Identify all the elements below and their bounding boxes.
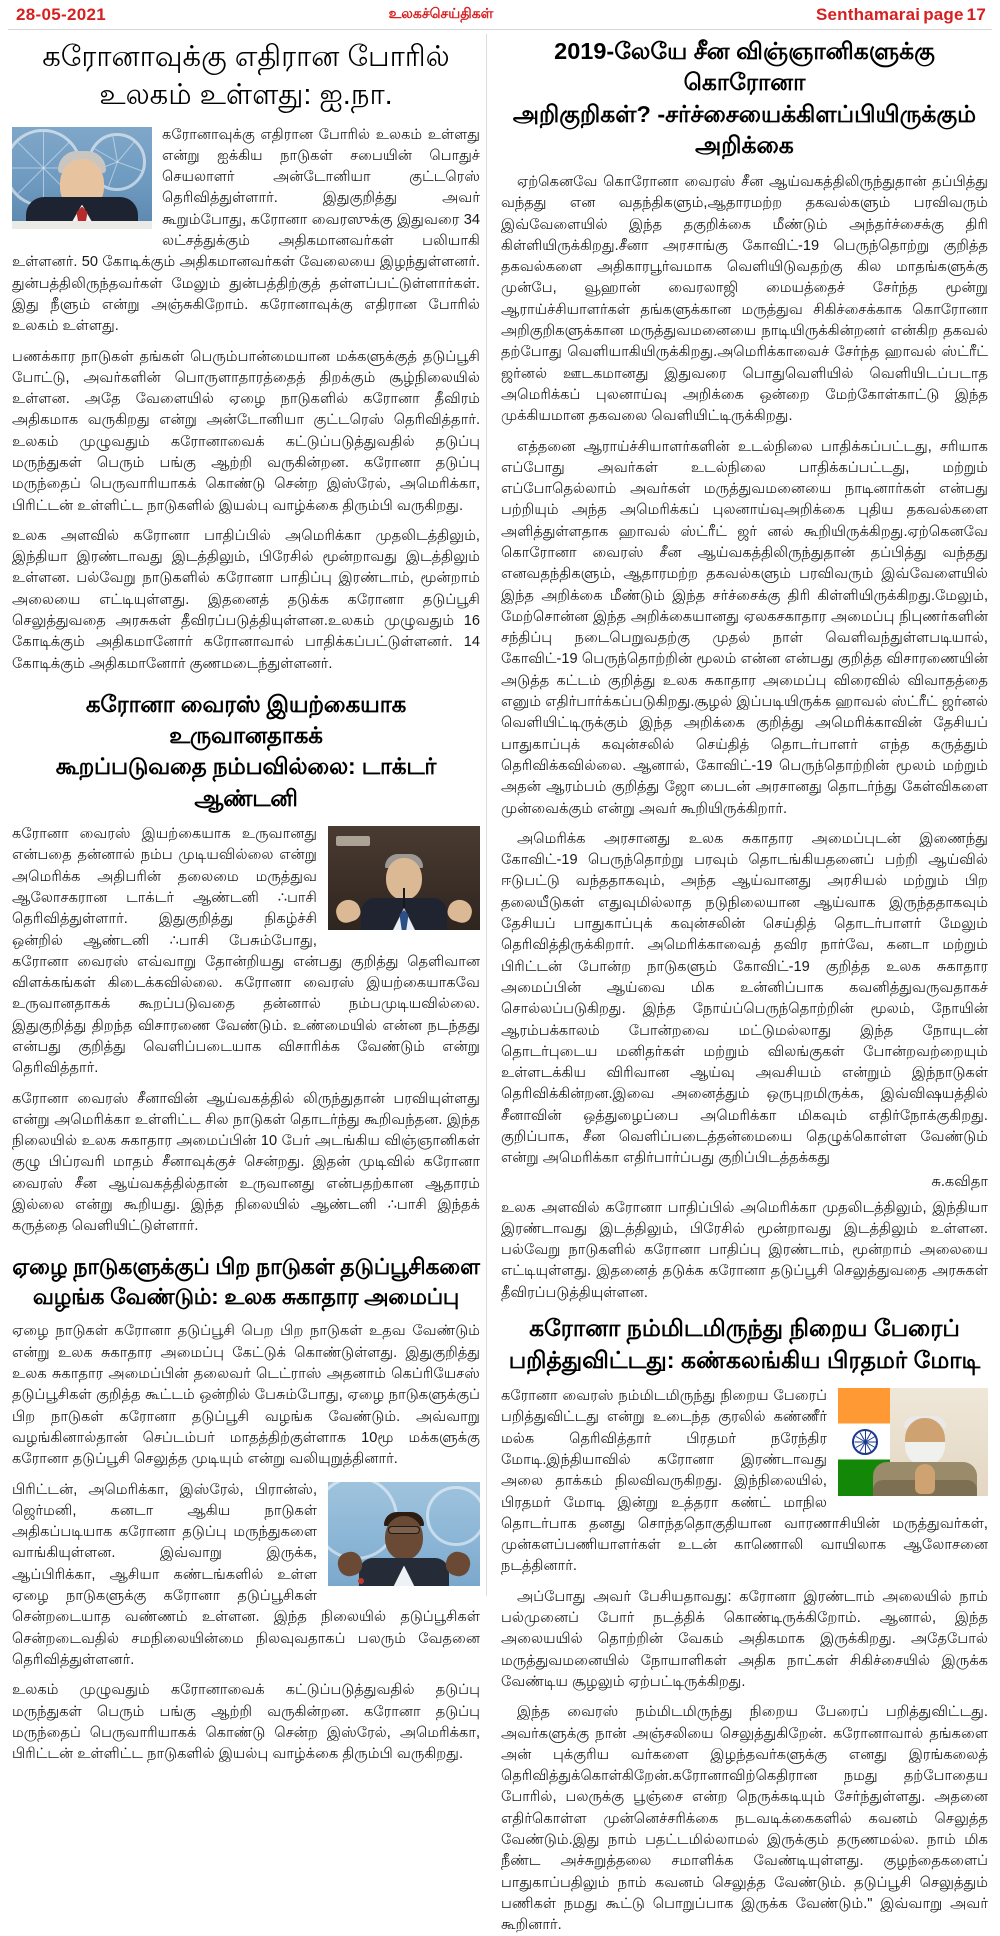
article-fauci xyxy=(12,689,480,1238)
who-emblem-secondary-icon xyxy=(426,1486,480,1546)
page-number: 17 xyxy=(966,4,986,24)
article-closing-paragraph: உலக அளவில் கரோனா பாதிப்பில் அமெரிக்கா முதலிடத்திலும், இந்தியா இரண்டாவது இடத்திலும், பிரேசில் மூன்றாவது இடத்திலும் உள்ளன. பல்வேறு நாடுகளில் கரோனா பாதிப்பு இரண்டாம், மூன்றாம் அலையை எட்டியுள்ளது. இதனைத் தடுக்க கரோனா தடுப்பூசி செலுத்துவதை அரசுகள் தீவிரப்படுத்தியுள்ளன. xyxy=(501,1199,988,1301)
left-column xyxy=(8,34,486,1763)
headline-line-2: வழங்க வேண்டும்: உலக சுகாதார அமைப்பு xyxy=(32,1283,460,1309)
article-paragraph: இந்த வைரஸ் நம்மிடமிருந்து நிறைய பேரைப் பறித்துவிட்டது. அவர்களுக்கு நான் அஞ்சலியை செலுத்துகிறேன். கரோனாவால் தங்களை அன் புக்குரிய வர்களை இழந்தவர்களுக்கு எனது இரங்கலைத் தெரிவித்துக்கொள்கிறேன்.கரோனாவிற்கெதிரான நமது தற்போதைய போரில், பலருக்கு பூஞ்சை என்ற நெருக்கடியும் சேர்ந்துள்ளது. அதனை எதிர்கொள்ள முன்னெச்சரிக்கை நடவடிக்கைகளில் கவனம் செலுத்த வேண்டும்.இது நாம் பதட்டமில்லாமல் இருக்கும் தருணமல்ல. நாம் மிக நீண்ட அச்சுறுத்தலை சமாளிக்க வேண்டியுள்ளது. குழந்தைகளைப் பாதுகாப்பதிலும் நாம் கவனம் செலுத்த வேண்டும். தடுப்பூசி செலுத்தும் பணிகள் நமது கூட்டு பொறுப்பாக இருக்க வேண்டும்." இவ்வாறு அவர் கூறினார். xyxy=(501,1704,988,1934)
article-paragraph: அமெரிக்க அரசானது உலக சுகாதார அமைப்புடன் இணைந்து கோவிட்-19 பெருந்தொற்று பரவும் தொடங்கியதனைப் பற்றி ஆய்வில் ஈடுபட்டு வந்ததாகவும், அந்த ஆய்வானது அரசியல் மற்றும் பிற தலையீடுகள் எதுவுமில்லாத நடுநிலையான ஆய்வாக இருந்ததாகவும் தேசியப் பாதுகாப்புக் கவுன்சலின் செய்தித் தொடர்பாளர் மேலும் தெரிவித்திருக்கிறார். அமெரிக்காவைத் தவிர நார்வே, கனடா மற்றும் பிரிட்டன் போன்ற நாடுகளும் கோவிட்-19 குறித்த உலக சுகாதார அமைப்பின் ஆய்வை மிக உன்னிப்பாக கவனித்துவருவதாகச் சொல்லப்படுகிறது. இந்த நோய்ப்பெருந்தொற்றின் மூலம், நோயின் ஆரம்பக்காலம் போன்றவை மட்டுமல்லாது இந்த நோயுடன் தொடர்புடைய மனிதர்கள் மற்றும் விலங்குகள் போன்றவற்றையும் உள்ளடக்கிய விரிவான ஆய்வு அவசியம் என்றும் இந்நாடுகள் தெரிவிக்கின்றன.இவை அனைத்தும் ஒருபுறமிருக்க, இவ்விஷயத்தில் சீனாவின் ஒத்துழைப்பை அமெரிக்கா மிகவும் எதிர்நோக்குகிறது. குறிப்பாக, சீன வெளிப்படைத்தன்மையை தெழுக்கொள்ள வேண்டும் என்று அமெரிக்கா எதிர்பார்ப்பது குறிப்பிடத்தக்கது xyxy=(501,830,988,1167)
right-column xyxy=(486,34,992,1934)
article-paragraph: பணக்கார நாடுகள் தங்கள் பெரும்பான்மையான மக்களுக்குத் தடுப்பூசி போட்டு, அவர்களின் பொருளாதாரத்தைத் திறக்கும் சூழ்நிலையில் உள்ளன. அதே வேளையில் ஏழை நாடுகளில் கரோனா தீவிரம் அதிகமாக வருகிறது என்று அன்டோனியா குட்டரெஸ் தெரிவித்தார். உலகம் முழுவதும் கரோனாவைக் கட்டுப்படுத்துவதில் தடுப்பு மருந்துகள் பெரும் பங்கு ஆற்றி வருகின்றன. கரோனா தடுப்பு மருந்தைப் பெருவாரியாகக் கொண்டு சென்ற இஸ்ரேல், அமெரிக்கா, பிரிட்டன் உள்ளிட்ட நாடுகளில் இயல்பு வாழ்க்கை திரும்பி வருகிறது. xyxy=(12,348,480,514)
page-label: page xyxy=(923,4,964,24)
headline-line-1: கரோனாவுக்கு எதிரான போரில் xyxy=(42,41,450,73)
headline-line-2: கூறப்படுவதை நம்பவில்லை: டாக்டர் ஆண்டனி xyxy=(55,753,437,811)
article-modi xyxy=(501,1313,988,1936)
article-headline xyxy=(12,689,480,814)
article-paragraph: ஏழை நாடுகள் கரோனா தடுப்பூசி பெற பிற நாடுகள் உதவ வேண்டும் என்று உலக சுகாதார அமைப்பு கேட்டுக் கொண்டுள்ளது. இதுகுறித்து உலக சுகாதார அமைப்பின் தலைவர் டெட்ராஸ் அதனாம் கெப்ரியேசஸ் தடுப்பூசிகள் குறித்த கூட்டம் ஒன்றில் பேசும்போது, ஏழை நாடுகளுக்குப் பிற நாடுகள் கரோனா தடுப்பூசி வழங்க வேண்டும். அவ்வாறு வழங்கினால்தான் செப்டம்பர் மாதத்திற்குள்ளாக 10மூ மக்களுக்கு கரோனா தடுப்பூசி செலுத்த முடியும் என்று வலியுறுத்தினார். xyxy=(12,1323,480,1468)
headline-line-2: உலகம் உள்ளது: ஐ.நா. xyxy=(99,79,393,112)
masthead xyxy=(8,0,992,30)
headline-line-2: அறிகுறிகள்? -சர்ச்சையைக்கிளப்பியிருக்கும் அறிக்கை xyxy=(512,100,977,159)
article-un-guterres xyxy=(12,38,480,675)
article-paragraph: உலக அளவில் கரோனா பாதிப்பில் அமெரிக்கா முதலிடத்திலும், இந்தியா இரண்டாவது இடத்திலும், பிரேசில் மூன்றாவது இடத்திலும் உள்ளன. பல்வேறு நாடுகளில் கரோனா பாதிப்பு இரண்டாம், மூன்றாம் அலையை எட்டியுள்ளது. இதனைத் தடுக்க கரோனா தடுப்பூசி செலுத்துவதை அரசுகள் தீவிரப்படுத்தியுள்ளன.உலகம் முழுவதும் 16 கோடிக்கும் அதிகமானோர் கரோனாவால் பாதிக்கப்பட்டுள்ளனர். 14 கோடிக்கும் அதிகமானோர் குணமடைந்துள்ளனர். xyxy=(12,527,480,672)
antonio-guterres-un-photo xyxy=(12,127,152,229)
article-paragraph: கரோனா வைரஸ் இயற்கையாக உருவானது என்பதை தன்னால் நம்ப முடியவில்லை என்று அமெரிக்க அதிபரின் தலைமை மருத்துவ ஆலோசகரான டாக்டர் ஆண்டனி ∴பாசி தெரிவித்துள்ளார். இதுகுறித்து நிகழ்ச்சி ஒன்றில் ஆண்டனி ∴பாசி பேசும்போது, கரோனா வைரஸ் எவ்வாறு தோன்றியது என்பது குறித்து தெளிவான விளக்கங்கள் கிடைக்கவில்லை. கரோனா வைரஸ் இயற்கையாகவே உருவானதாகக் கூறப்படுவதை தன்னால் நம்பமுடியவில்லை. இதுகுறித்து திறந்த விசாரணை வேண்டும். உண்மையில் என்ன நடந்தது என்பது குறித்து வெளிப்படையாக விசாரிக்க வேண்டும் என்று தெரிவித்தார். xyxy=(12,826,480,1077)
dr-anthony-fauci-photo xyxy=(328,826,480,930)
tedros-adhanom-who-photo xyxy=(328,1482,480,1586)
headline-line-1: 2019-லேயே சீன விஞ்ஞானிகளுக்கு கொரோனா xyxy=(554,38,935,96)
article-who-tedros xyxy=(12,1252,480,1766)
publication-brand xyxy=(816,5,986,25)
section-title: உலகச்செய்திகள் xyxy=(388,5,494,21)
headline-line-1: கரோனா வைரஸ் இயற்கையாக உருவானதாகக் xyxy=(85,690,407,749)
headline-line-2: பறித்துவிட்டது: கண்கலங்கிய பிரதமர் மோடி xyxy=(508,1346,981,1373)
brand-name: Senthamarai xyxy=(815,4,921,24)
article-paragraph: பிரிட்டன், அமெரிக்கா, இஸ்ரேல், பிரான்ஸ், ஜெர்மனி, கனடா ஆகிய நாடுகள் அதிகப்படியாக கரோனா தடுப்பு மருந்துகளை வாங்கியுள்ளன. இவ்வாறு இருக்க, ஆப்பிரிக்கா, ஆசியா கண்டங்களில் உள்ள ஏழை நாடுகளுக்கு கரோனா தடுப்பூசிகள் சென்றடையாத வண்ணம் உள்ளன. இந்த நிலையில் தடுப்பூசிகள் சென்றடைவதில் சமநிலையின்மை நிலவுவதாகப் பலரும் வேதனை தெரிவித்துள்ளனர். xyxy=(12,1481,480,1668)
article-paragraph: ஏற்கெனவே கொரோனா வைரஸ் சீன ஆய்வகத்திலிருந்துதான் தப்பித்து வந்தது என வதந்திகளும்,ஆதாரமற்ற தகவல்களும் பரவிவரும் இவ்வேளையில் இந்த தகுறிக்கை மீண்டும் அந்தர்ச்சைக்கு திரி கிள்ளியிருக்கிறது.சீனா அரசாங்கு கோவிட்-19 பெருந்தொற்று குறித்த தகவல்களை அதிகாரபூர்வமாக வெளியிடுவதற்கு கில மாதங்களுக்கு முன்பே, வூஹான் வைரலாஜி மையத்தைச் சேர்ந்த மூன்று ஆராய்ச்சியாளர்கள் தங்களுக்கான மருத்துவ சிகிச்சைக்காக கொரோனா அறிகுறிகளுக்கான மருத்துவமனையை நாடியிருக்கின்றனர் என்கிற தகவல் தற்போது வெளியாகியிருக்கிறது.அமெரிக்காவைச் சேர்ந்த ஹாவல் ஸ்ட்ரீட் ஜர்னல் ஊடகமானது இதுவரை பொதுவெளியில் வெளியிடப்படாத அமெரிக்கப் புலனாய்வு அறிக்கை ஒன்றை மேற்கோள்காட்டு இந்த முக்கியமான தகவலை வெளியிட்டிருக்கிறது. xyxy=(501,173,988,425)
article-headline xyxy=(501,36,988,162)
article-paragraph: கரோனா வைரஸ் நம்மிடமிருந்து நிறைய பேரைப் பறித்துவிட்டது என்று உடைந்த குரலில் கண்ணீர் மல்க தெரிவித்தார் பிரதமர் நரேந்திர மோடி.இந்தியாவில் கரோனா இரண்டாவது அலை தாக்கம் நிலவிவருகிறது. இந்நிலையில், பிரதமர் மோடி இன்று உத்தரா கண்ட் மாநில தொடர்பாக தனது சொந்ததொகுதியான வாரணாசியின் மருத்துவர்கள், முன்களப்பணியாளர்கள் உடன் காணொலி வாயிலாக ஆலோசனை நடத்தினார். xyxy=(501,1388,988,1575)
narendra-modi-photo xyxy=(838,1388,988,1496)
article-china-report xyxy=(501,36,988,1304)
issue-date: 28-05-2021 xyxy=(16,4,106,24)
article-headline xyxy=(501,1313,988,1376)
article-paragraph: உலகம் முழுவதும் கரோனாவைக் கட்டுப்படுத்துவதில் தடுப்பு மருந்துகள் பெரும் பங்கு ஆற்றி வருகின்றன. கரோனா தடுப்பு மருந்தைப் பெருவாரியாகக் கொண்டு சென்ற இஸ்ரேல், அமெரிக்கா, பிரிட்டன் உள்ளிட்ட நாடுகளில் இயல்பு வாழ்க்கை திரும்பி வருகிறது. xyxy=(12,1682,480,1763)
column-container xyxy=(8,30,992,1934)
article-headline xyxy=(12,1252,480,1312)
ashoka-chakra-icon xyxy=(852,1429,878,1455)
article-paragraph: கரோனா வைரஸ் சீனாவின் ஆய்வகத்தில் லிருந்துதான் பரவியுள்ளது என்று அமெரிக்கா உள்ளிட்ட சில நாடுகள் தொடர்ந்து கூறிவந்தன. இந்த நிலையில் உலக சுகாதார அமைப்பின் 10 பேர் அடங்கிய விஞ்ஞானிகள் குழு பிப்ரவரி மாதம் சீனாவுக்குச் சென்றது. இதன் முடிவில் கரோனா வைரஸ் சீன ஆய்வகத்தில்தான் உருவானது என்பதற்கான ஆதாரம் இல்லை என்று கூறியது. இந்த நிலையில் ஆண்டனி ∴பாசி இந்தக் கருத்தை வெளியிட்டுள்ளார். xyxy=(12,1090,480,1235)
article-headline xyxy=(12,38,480,115)
headline-line-1: கரோனா நம்மிடமிருந்து நிறைய பேரைப் xyxy=(529,1315,960,1342)
headline-line-1: ஏழை நாடுகளுக்குப் பிற நாடுகள் தடுப்பூசிகளை xyxy=(12,1253,480,1279)
article-paragraph: எத்தனை ஆராய்ச்சியாளர்களின் உடல்நிலை பாதிக்கப்பட்டது, சரியாக எப்போது அவர்கள் உடல்நிலை பாதிக்கப்பட்டது, மற்றும் எப்போதெல்லாம் அவர்கள் மருத்துவமனையை நாடினார்கள் என்பது பற்றியும் அந்த அமெரிக்கப் புலனாய்வுஅறிக்கை புதிய தகவல்களை அளித்துள்ளதாக ஹாவல் ஸ்ட்ரீட் ஜர் னல் கூறியிருக்கிறது.ஏற்கெனவே கொரோனா வைரஸ் சீன ஆய்வகத்திலிருந்துதான் தப்பித்து வந்தது எனவதந்திகளும், ஆதாரமற்ற தகவல்களும் பரவிவரும் இவ்வேளையில் இந்த அறிக்கை மீண்டும் இந்த சர்ச்சைக்கு திரி கிள்ளியிருக்கிறது.மேலும், மேற்சொன்ன இந்த அறிக்கையானது ஏலகசகாதார அமைப்பு நிபுணர்களின் சந்திப்பு நடைபெறுவதற்கு முதல் நாள் வெளிவந்துள்ளபடியால், கோவிட்-19 பெருந்தொற்றின் மூலம் என்ன என்பது குறித்த விசாரணையின் அடுத்த கட்டம் குறித்து உலக சுகாதார அமைப்பு விரைவில் விவாதத்தை எனும் எதிர்பார்க்கப்படுகிறது.சூழல் இப்படியிருக்க ஹாவல் ஸ்ட்ரீட் ஜர்னல் வெளியிட்டிருக்கும் இந்த அறிக்கை குறித்து அமெரிக்காவின் தேசியப் பாதுகாப்புக் கவுன்சலில் செய்தித் தொடர்பாளர் எந்த கருத்தும் தெரிவிக்கவில்லை. ஆனால், கோவிட்-19 பெருந்தொற்றின் மூலம் மற்றும் அதன் ஆரம்பம் குறித்து ஜோ பைடன் அரசானது தொடர்ந்து கேள்விகளை முன்வைக்கும் என்று அவர் கூறியிருக்கிறார். xyxy=(501,438,988,817)
article-paragraph: அப்போது அவர் பேசியதாவது: கரோனா இரண்டாம் அலையில் நாம் பல்முனைப் போர் நடத்திக் கொண்டிருக்கிறோம். ஆனால், இந்த அலையயில் தொற்றின் வேகம் அதிகமாக இருக்கிறது. அதேபோல் மருத்துவமனையில் நோயாளிகள் அதிக நாட்கள் சிகிச்சையில் இருக்க வேண்டிய சூழலும் ஏற்பட்டிருக்கிறது. xyxy=(501,1588,988,1690)
article-paragraph: கரோனாவுக்கு எதிரான போரில் உலகம் உள்ளது என்று ஐக்கிய நாடுகள் சபையின் பொதுச் செயலாளர் அன்டோனியா குட்டரெஸ் தெரிவித்துள்ளார். இதுகுறித்து அவர் கூறும்போது, கரோனா வைரஸுக்கு இதுவரை 34 லட்சத்துக்கும் அதிகமானவர்கள் பலியாகி உள்ளனர். 50 கோடிக்கும் அதிகமானவர்கள் வேலையை இழந்துள்ளனர். துன்பத்திலிருந்தவர்கள் மேலும் துன்பத்திற்குத் தள்ளப்பட்டுள்ளார்கள். இது நீளும் என்று அஞ்சுகிறோம். கரோனாவுக்கு எதிரான போரில் உலகம் உள்ளது. xyxy=(12,126,480,335)
article-byline: சு.கவிதா xyxy=(931,1173,988,1190)
